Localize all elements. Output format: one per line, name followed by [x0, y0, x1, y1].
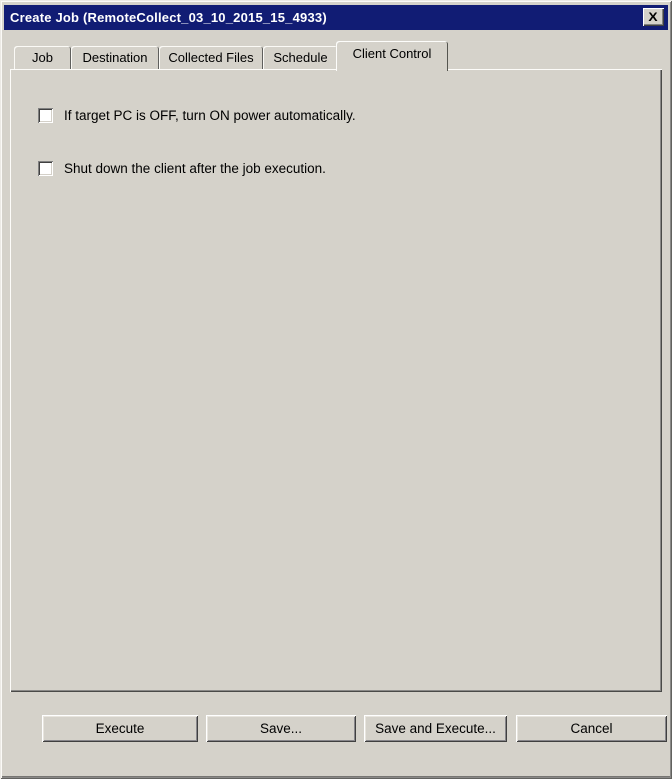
client-control-panel [10, 69, 662, 692]
tab-job[interactable] [14, 46, 71, 70]
titlebar [4, 5, 668, 30]
execute-button[interactable] [42, 715, 198, 742]
cancel-button-label: Cancel [570, 721, 613, 736]
tab-client-control[interactable] [336, 41, 448, 71]
window-title: Create Job (RemoteCollect_03_10_2015_15_4933) [10, 10, 327, 25]
save-and-execute-button-label: Save and Execute... [375, 721, 496, 736]
close-button[interactable] [643, 8, 664, 26]
tab-client-control-label: Client Control [352, 45, 432, 61]
execute-button-label: Execute [95, 721, 145, 736]
cancel-button[interactable] [516, 715, 667, 742]
shutdown-checkbox[interactable] [38, 161, 53, 176]
power-on-checkbox-label[interactable]: If target PC is OFF, turn ON power automatically. [64, 108, 356, 123]
tab-collected-files-label: Collected Files [168, 49, 254, 65]
power-on-checkbox[interactable] [38, 108, 53, 123]
save-button[interactable] [206, 715, 356, 742]
close-icon: X [648, 10, 659, 24]
tab-destination[interactable] [71, 46, 159, 70]
tab-schedule[interactable] [263, 46, 338, 70]
save-button-label: Save... [259, 721, 303, 736]
tab-job-label: Job [32, 49, 53, 65]
save-and-execute-button[interactable] [364, 715, 507, 742]
tab-collected-files[interactable] [159, 46, 263, 70]
shutdown-checkbox-label[interactable]: Shut down the client after the job execution. [64, 161, 326, 176]
shutdown-checkbox-row[interactable] [38, 161, 326, 176]
tab-destination-label: Destination [82, 49, 148, 65]
tab-schedule-label: Schedule [273, 49, 328, 65]
power-on-checkbox-row[interactable] [38, 108, 356, 123]
